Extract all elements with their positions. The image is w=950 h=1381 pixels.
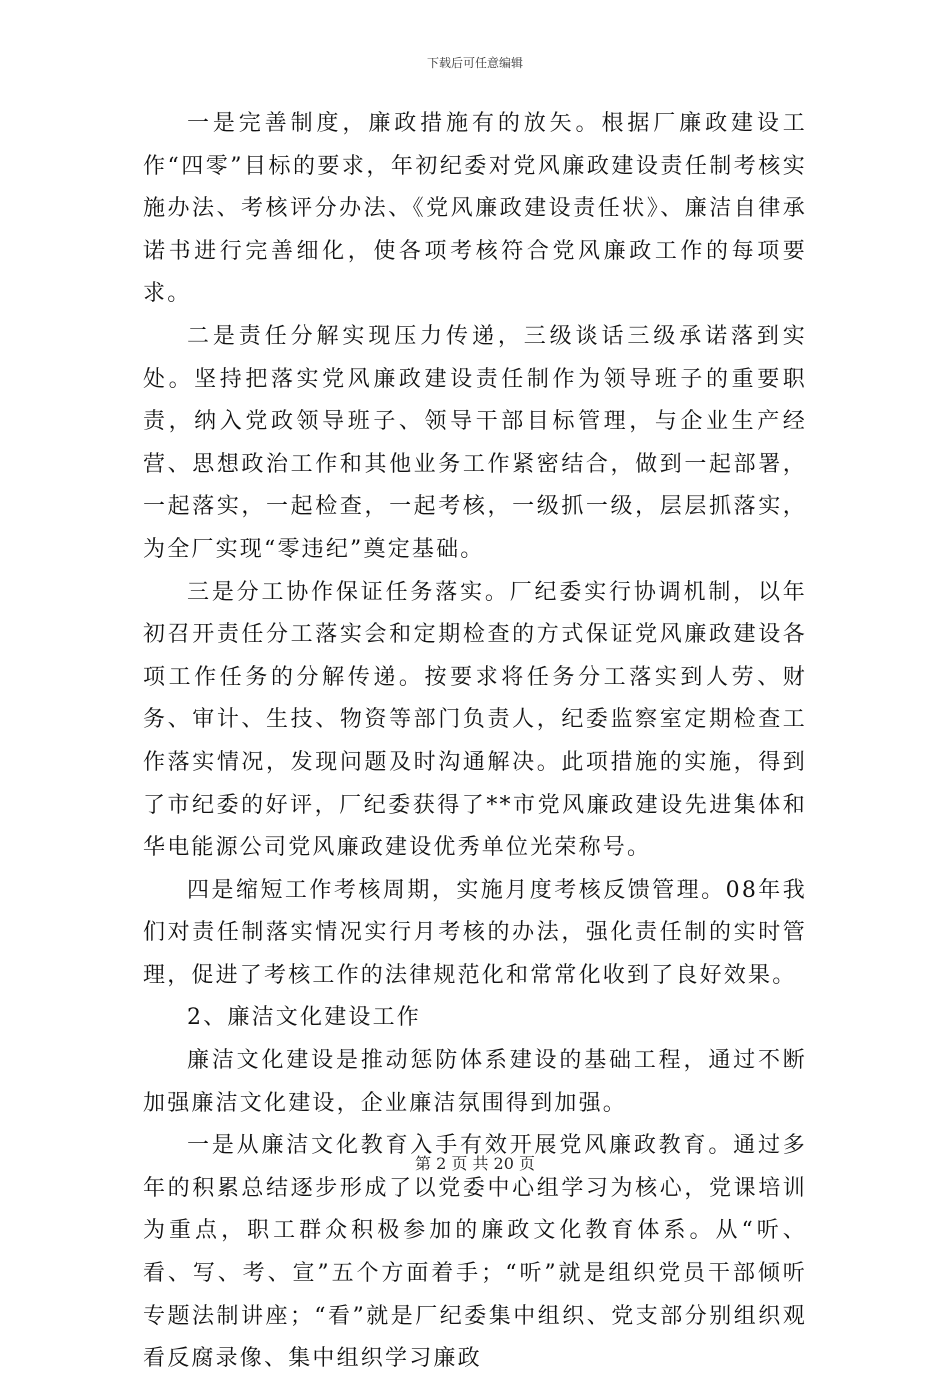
paragraph-4: 四是缩短工作考核周期，实施月度考核反馈管理。08年我们对责任制落实情况实行月考核的办法，强化责任制的实时管理，促进了考核工作的法律规范化和常常化收到了良好效果。 [143, 877, 807, 988]
section-heading: 2、廉洁文化建设工作 [187, 1005, 421, 1031]
page-header: 下载后可任意编辑 [426, 56, 523, 70]
paragraph-3: 三是分工协作保证任务落实。厂纪委实行协调机制，以年初召开责任分工落实会和定期检查的方式保证党风廉政建设各项工作任务的分解传递。按要求将任务分工落实到人劳、财务、审计、生技、物资等部门负责人，纪委监察室定期检查工作落实情况，发现问题及时沟通解决。此项措施的实施，得到了市纪委的好评，厂纪委获得了**市党风廉政建设先进集体和华电能源公司党风廉政建设优秀单位光荣称号。 [143, 579, 807, 861]
page-footer: 第 2 页 共 20 页 [415, 1154, 535, 1173]
document-body [143, 103, 807, 1381]
paragraph-1: 一是完善制度，廉政措施有的放矢。根据厂廉政建设工作“四零”目标的要求，年初纪委对党风廉政建设责任制考核实施办法、考核评分办法、《党风廉政建设责任状》、廉洁自律承诺书进行完善细化，使各项考核符合党风廉政工作的每项要求。 [143, 111, 807, 307]
paragraph-2: 二是责任分解实现压力传递，三级谈话三级承诺落到实处。坚持把落实党风廉政建设责任制作为领导班子的重要职责，纳入党政领导班子、领导干部目标管理，与企业生产经营、思想政治工作和其他业务工作紧密结合，做到一起部署，一起落实，一起检查，一起考核，一级抓一级，层层抓落实，为全厂实现“零违纪”奠定基础。 [143, 323, 807, 562]
paragraph-6: 一是从廉洁文化教育入手有效开展党风廉政教育。通过多年的积累总结逐步形成了以党委中心组学习为核心，党课培训为重点，职工群众积极参加的廉政文化教育体系。从“听、看、写、考、宣”五个方面着手；“听”就是组织党员干部倾听专题法制讲座；“看”就是厂纪委集中组织、党支部分别组织观看反腐录像、集中组织学习廉政 [143, 1133, 807, 1372]
paragraph-5: 廉洁文化建设是推动惩防体系建设的基础工程，通过不断加强廉洁文化建设，企业廉洁氛围得到加强。 [143, 1048, 807, 1116]
